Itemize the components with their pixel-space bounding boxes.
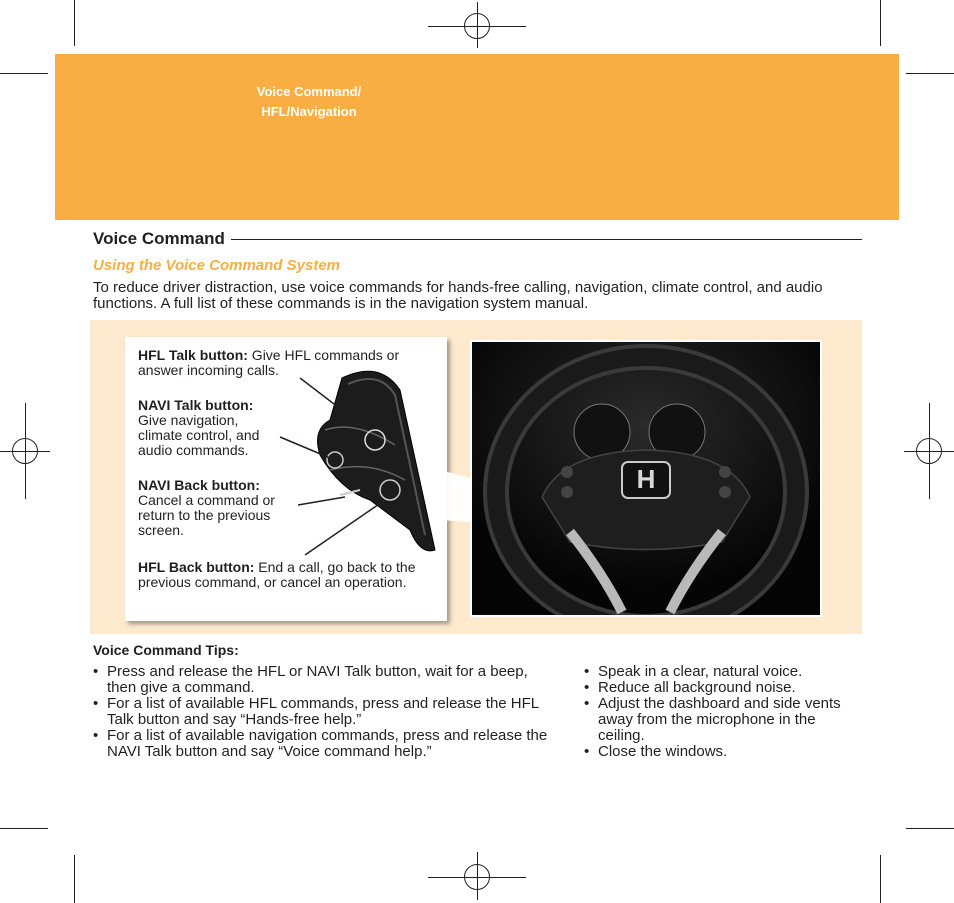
callout-label: NAVI Talk button:: [138, 397, 254, 413]
callout-text: End a call, go back to the previous command, or cancel an operation.: [138, 559, 416, 590]
callout-navi-back: [138, 478, 298, 538]
tips-list-left: [93, 664, 558, 760]
list-item: • For a list of available navigation commands, press and release the NAVI Talk button and say “Voice command help.”: [93, 728, 558, 760]
tips-title: Voice Command Tips:: [93, 642, 239, 658]
list-item: • Adjust the dashboard and side vents away from the microphone in the ceiling.: [584, 696, 854, 744]
section-title: Voice Command: [93, 229, 231, 249]
callout-text: Give HFL commands or answer incoming calls.: [138, 347, 400, 378]
callout-text: Cancel a command or return to the previous screen.: [138, 492, 275, 538]
list-item: • Press and release the HFL or NAVI Talk button, wait for a beep, then give a command.: [93, 664, 558, 696]
steering-wheel-image: [472, 342, 820, 615]
section-subtitle: Using the Voice Command System: [93, 257, 341, 274]
callout-label: HFL Back button:: [138, 559, 255, 575]
callout-hfl-talk: [138, 348, 428, 378]
header-title: Voice Command/ HFL/Navigation: [256, 84, 362, 119]
list-item: • For a list of available HFL commands, press and release the HFL Talk button and say “Hands-free help.”: [93, 696, 558, 728]
list-item: • Close the windows.: [584, 744, 854, 760]
list-item: • Reduce all background noise.: [584, 680, 854, 696]
callout-hfl-back: [138, 560, 438, 590]
svg-text:H: H: [636, 464, 656, 494]
callout-label: HFL Talk button:: [138, 347, 248, 363]
list-item: • Speak in a clear, natural voice.: [584, 664, 854, 680]
callout-navi-talk: [138, 398, 283, 458]
callout-label: NAVI Back button:: [138, 477, 260, 493]
steering-wheel-photo: [470, 340, 822, 617]
intro-paragraph: To reduce driver distraction, use voice commands for hands-free calling, navigation, climate control, and audio functions. A full list of these commands is in the navigation system manual.: [93, 279, 823, 312]
tips-list-right: [584, 664, 854, 760]
callout-text: Give navigation, climate control, and audio commands.: [138, 412, 260, 458]
